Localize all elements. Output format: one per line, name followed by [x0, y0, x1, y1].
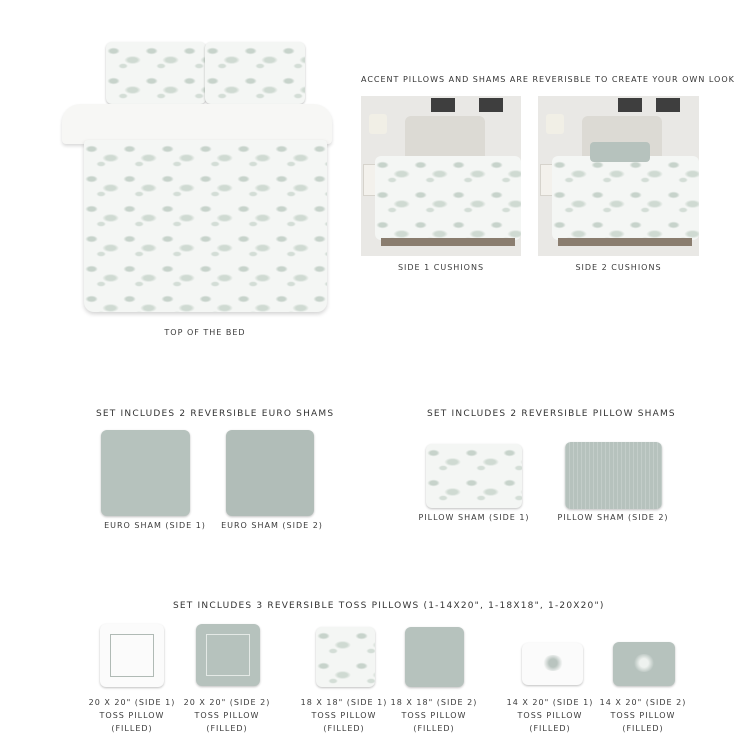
room-photo-side2 — [538, 96, 699, 256]
toss-14-side1 — [522, 643, 583, 685]
toss-size: 18 X 18" (SIDE 2) — [390, 698, 478, 707]
pillow-sham-side1 — [426, 444, 522, 508]
toss-18-side2 — [405, 627, 464, 687]
euro-sham-side1 — [101, 430, 190, 516]
toss-note: (FILLED) — [206, 724, 248, 733]
toss-name: TOSS PILLOW — [194, 711, 260, 720]
shams-heading: SET INCLUDES 2 REVERSIBLE PILLOW SHAMS — [427, 409, 676, 419]
duvet-foldback — [62, 104, 332, 144]
toss-note: (FILLED) — [111, 724, 153, 733]
toss-note: (FILLED) — [529, 724, 571, 733]
toss-size: 18 X 18" (SIDE 1) — [300, 698, 388, 707]
bed-base — [381, 238, 515, 246]
pillow-sham-side2 — [565, 442, 662, 509]
accent-heading: ACCENT PILLOWS AND SHAMS ARE REVERISBLE TO CREATE YOUR OWN LOOK — [361, 75, 735, 84]
toss-name: TOSS PILLOW — [401, 711, 467, 720]
toss-caption — [177, 696, 277, 735]
wall-frame — [431, 98, 455, 112]
bed-base — [558, 238, 692, 246]
toss-caption — [82, 696, 182, 735]
embroidery — [633, 654, 655, 672]
bed — [552, 156, 699, 240]
euro-side1-caption: EURO SHAM (SIDE 1) — [104, 521, 206, 530]
toss-name: TOSS PILLOW — [517, 711, 583, 720]
top-bed-caption: TOP OF THE BED — [164, 328, 246, 337]
wall-frame — [618, 98, 642, 112]
toss-14-side2 — [613, 642, 675, 686]
accent-pillow — [590, 142, 650, 162]
top-sham-left — [106, 42, 206, 104]
toss-size: 14 X 20" (SIDE 1) — [506, 698, 594, 707]
lamp — [546, 114, 564, 134]
toss-18-side1 — [316, 627, 375, 687]
duvet-body — [84, 140, 327, 312]
wall-frame — [656, 98, 680, 112]
top-sham-right — [205, 42, 305, 104]
toss-caption — [384, 696, 484, 735]
toss-note: (FILLED) — [413, 724, 455, 733]
side2-caption: SIDE 2 CUSHIONS — [575, 263, 662, 272]
toss-name: TOSS PILLOW — [610, 711, 676, 720]
border-frame — [110, 634, 154, 677]
wall-frame — [479, 98, 503, 112]
toss-caption — [500, 696, 600, 735]
side1-caption: SIDE 1 CUSHIONS — [397, 263, 485, 272]
toss-size: 20 X 20" (SIDE 2) — [183, 698, 271, 707]
toss-size: 14 X 20" (SIDE 2) — [599, 698, 687, 707]
euro-sham-side2 — [226, 430, 314, 516]
lamp — [369, 114, 387, 134]
embroidery — [542, 655, 564, 671]
toss-note: (FILLED) — [622, 724, 664, 733]
border-frame — [206, 634, 250, 676]
euro-side2-caption: EURO SHAM (SIDE 2) — [221, 521, 323, 530]
sham-side1-caption: PILLOW SHAM (SIDE 1) — [418, 513, 530, 522]
toss-caption — [593, 696, 693, 735]
toss-note: (FILLED) — [323, 724, 365, 733]
sham-side2-caption: PILLOW SHAM (SIDE 2) — [557, 513, 669, 522]
room-photo-side1 — [361, 96, 521, 256]
toss-heading: SET INCLUDES 3 REVERSIBLE TOSS PILLOWS (1-14X20", 1-18X18", 1-20X20") — [173, 601, 605, 611]
toss-name: TOSS PILLOW — [99, 711, 165, 720]
bed — [375, 156, 521, 240]
toss-caption — [294, 696, 394, 735]
toss-20-side2 — [196, 624, 260, 686]
euro-heading: SET INCLUDES 2 REVERSIBLE EURO SHAMS — [96, 409, 335, 419]
toss-20-side1 — [100, 624, 164, 687]
toss-size: 20 X 20" (SIDE 1) — [88, 698, 176, 707]
toss-name: TOSS PILLOW — [311, 711, 377, 720]
